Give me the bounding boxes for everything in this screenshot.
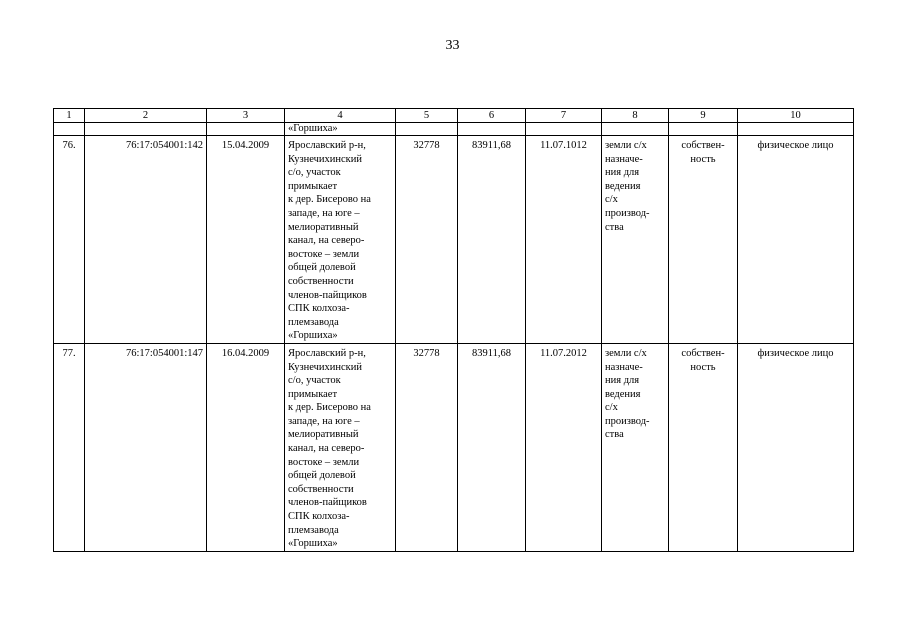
cell-holder: физическое лицо bbox=[738, 136, 854, 344]
cell-empty bbox=[458, 123, 526, 136]
header-col-10: 10 bbox=[738, 109, 854, 123]
table-row bbox=[54, 343, 854, 551]
cell-empty bbox=[738, 123, 854, 136]
cell-empty bbox=[54, 123, 85, 136]
table-row bbox=[54, 136, 854, 344]
cell-empty bbox=[602, 123, 669, 136]
header-col-2: 2 bbox=[85, 109, 207, 123]
cell-cadastral-number: 76:17:054001:147 bbox=[85, 343, 207, 551]
cell-number: 77. bbox=[54, 343, 85, 551]
cell-date: 16.04.2009 bbox=[207, 343, 285, 551]
cell-empty bbox=[396, 123, 458, 136]
header-col-8: 8 bbox=[602, 109, 669, 123]
cell-registration-date: 11.07.1012 bbox=[526, 136, 602, 344]
cell-right-type: собствен- ность bbox=[669, 343, 738, 551]
header-row bbox=[54, 109, 854, 123]
header-col-3: 3 bbox=[207, 109, 285, 123]
cell-holder: физическое лицо bbox=[738, 343, 854, 551]
header-col-7: 7 bbox=[526, 109, 602, 123]
cell-purpose: земли с/х назначе- ния для ведения с/х производ- ства bbox=[602, 136, 669, 344]
header-col-6: 6 bbox=[458, 109, 526, 123]
cell-cadastral-value: 83911,68 bbox=[458, 343, 526, 551]
cell-cadastral-value: 83911,68 bbox=[458, 136, 526, 344]
cell-area: 32778 bbox=[396, 136, 458, 344]
cell-empty bbox=[85, 123, 207, 136]
cell-right-type: собствен- ность bbox=[669, 136, 738, 344]
cell-empty bbox=[669, 123, 738, 136]
header-col-9: 9 bbox=[669, 109, 738, 123]
land-plots-table bbox=[53, 108, 854, 552]
header-col-1: 1 bbox=[54, 109, 85, 123]
cell-empty bbox=[207, 123, 285, 136]
cell-location: «Горшиха» bbox=[285, 123, 396, 136]
header-col-5: 5 bbox=[396, 109, 458, 123]
cell-date: 15.04.2009 bbox=[207, 136, 285, 344]
cell-cadastral-number: 76:17:054001:142 bbox=[85, 136, 207, 344]
cell-empty bbox=[526, 123, 602, 136]
cell-number: 76. bbox=[54, 136, 85, 344]
cell-registration-date: 11.07.2012 bbox=[526, 343, 602, 551]
cell-area: 32778 bbox=[396, 343, 458, 551]
continuation-row bbox=[54, 123, 854, 136]
cell-purpose: земли с/х назначе- ния для ведения с/х производ- ства bbox=[602, 343, 669, 551]
cell-location: Ярославский р-н, Кузнечихинский с/о, участок примыкает к дер. Бисерово на западе, на юге – мелиоративный канал, на северо- востоке – земли общей долевой собственности членов-пайщиков СПК колхоза- племзавода «Горшиха» bbox=[285, 136, 396, 344]
page-number: 33 bbox=[445, 38, 460, 53]
cell-location: Ярославский р-н, Кузнечихинский с/о, участок примыкает к дер. Бисерово на западе, на юге – мелиоративный канал, на северо- востоке – земли общей долевой собственности членов-пайщиков СПК колхоза- племзавода «Горшиха» bbox=[285, 343, 396, 551]
header-col-4: 4 bbox=[285, 109, 396, 123]
